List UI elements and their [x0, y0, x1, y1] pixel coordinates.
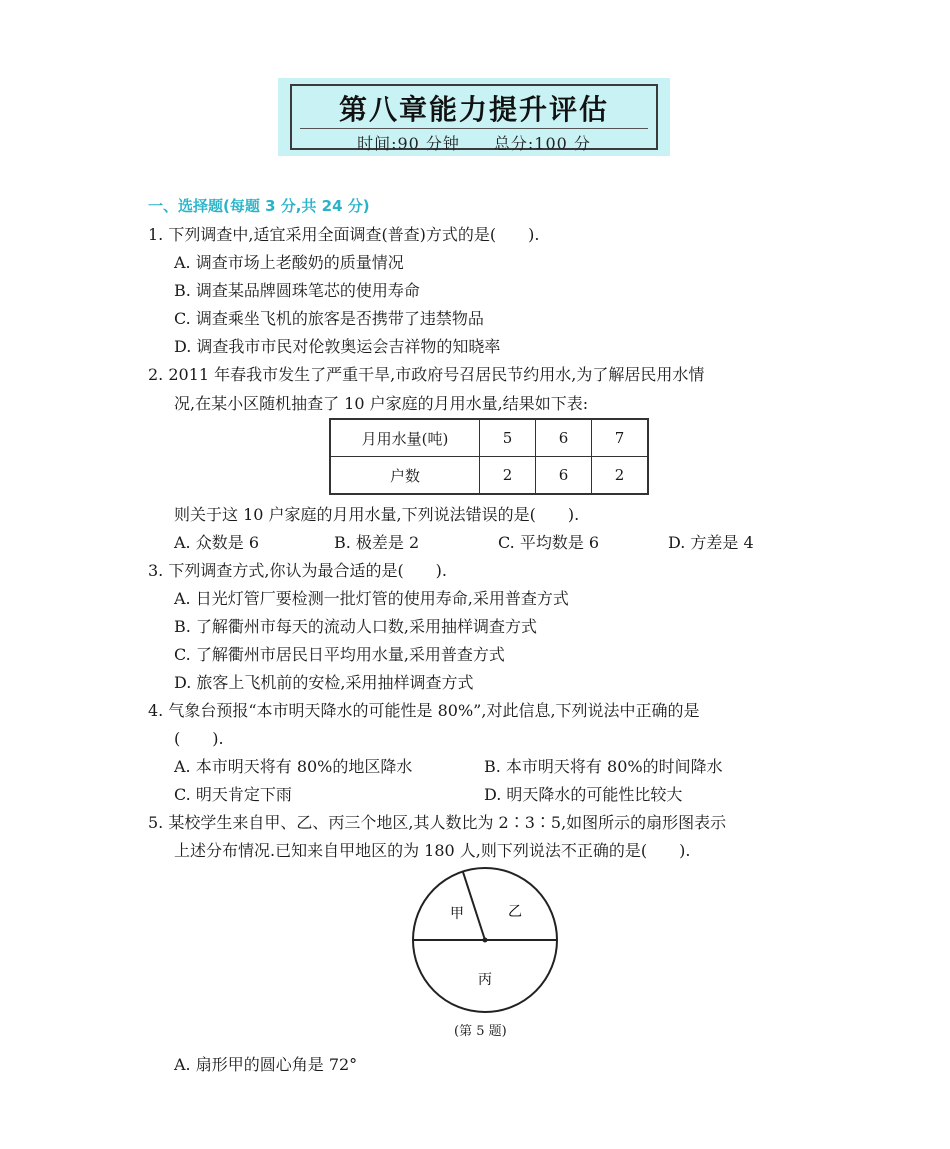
question-1-option-a: A. 调查市场上老酸奶的质量情况: [174, 253, 404, 272]
section-heading: 一、选择题(每题 3 分,共 24 分): [148, 197, 370, 215]
pie-label-jia: 甲: [450, 906, 464, 922]
table-header-usage: 月用水量(吨): [330, 419, 480, 457]
pie-label-bing: 丙: [478, 972, 492, 988]
table-cell: 7: [592, 419, 649, 457]
pie-center-dot: [483, 938, 488, 943]
table-cell: 2: [480, 457, 536, 495]
question-3-option-a: A. 日光灯管厂要检测一批灯管的使用寿命,采用普查方式: [174, 589, 569, 608]
question-5-stem-line2: 上述分布情况.已知来自甲地区的为 180 人,则下列说法不正确的是( ).: [174, 841, 691, 860]
question-2-stem-line2: 况,在某小区随机抽查了 10 户家庭的月用水量,结果如下表:: [174, 394, 589, 413]
pie-radius-divider: [463, 872, 485, 940]
question-1-option-d: D. 调查我市市民对伦敦奥运会吉祥物的知晓率: [174, 337, 501, 356]
table-row: [330, 419, 648, 457]
table-header-households: 户数: [330, 457, 480, 495]
question-2-option-b: B. 极差是 2: [334, 533, 420, 552]
question-3-option-b: B. 了解衢州市每天的流动人口数,采用抽样调查方式: [174, 617, 538, 636]
question-2-option-a: A. 众数是 6: [174, 533, 259, 552]
table-cell: 6: [536, 457, 592, 495]
question-4-option-c: C. 明天肯定下雨: [174, 785, 292, 804]
question-2-option-c: C. 平均数是 6: [498, 533, 600, 552]
water-usage-table: [329, 418, 649, 495]
question-1-option-c: C. 调查乘坐飞机的旅客是否携带了违禁物品: [174, 309, 484, 328]
question-3-stem: 3. 下列调查方式,你认为最合适的是( ).: [148, 561, 448, 580]
table-cell: 6: [536, 419, 592, 457]
page-title: 第八章能力提升评估: [338, 93, 609, 126]
question-5-option-a: A. 扇形甲的圆心角是 72°: [174, 1055, 358, 1074]
table-row: [330, 457, 648, 495]
pie-label-yi: 乙: [508, 904, 522, 920]
question-3-option-c: C. 了解衢州市居民日平均用水量,采用普查方式: [174, 645, 505, 664]
question-4-stem-line1: 4. 气象台预报“本市明天降水的可能性是 80%”,对此信息,下列说法中正确的是: [148, 701, 700, 720]
question-4-option-d: D. 明天降水的可能性比较大: [484, 785, 683, 804]
pie-chart-figure: [410, 866, 560, 1016]
question-4-option-b: B. 本市明天将有 80%的时间降水: [484, 757, 723, 776]
question-1-option-b: B. 调查某品牌圆珠笔芯的使用寿命: [174, 281, 420, 300]
question-2-after-table: 则关于这 10 户家庭的月用水量,下列说法错误的是( ).: [174, 505, 580, 524]
question-4-stem-line2: ( ).: [174, 729, 224, 748]
question-2-stem-line1: 2. 2011 年春我市发生了严重干旱,市政府号召居民节约用水,为了解居民用水情: [148, 365, 705, 384]
question-1-stem: 1. 下列调查中,适宜采用全面调查(普查)方式的是( ).: [148, 225, 540, 244]
title-divider: [300, 128, 648, 129]
question-4-option-a: A. 本市明天将有 80%的地区降水: [174, 757, 413, 776]
table-cell: 5: [480, 419, 536, 457]
table-cell: 2: [592, 457, 649, 495]
exam-info: 时间:90 分钟 总分:100 分: [357, 134, 591, 153]
figure-caption: (第 5 题): [454, 1024, 507, 1039]
question-5-stem-line1: 5. 某校学生来自甲、乙、丙三个地区,其人数比为 2∶3∶5,如图所示的扇形图表示: [148, 813, 727, 832]
question-2-option-d: D. 方差是 4: [668, 533, 754, 552]
question-3-option-d: D. 旅客上飞机前的安检,采用抽样调查方式: [174, 673, 474, 692]
